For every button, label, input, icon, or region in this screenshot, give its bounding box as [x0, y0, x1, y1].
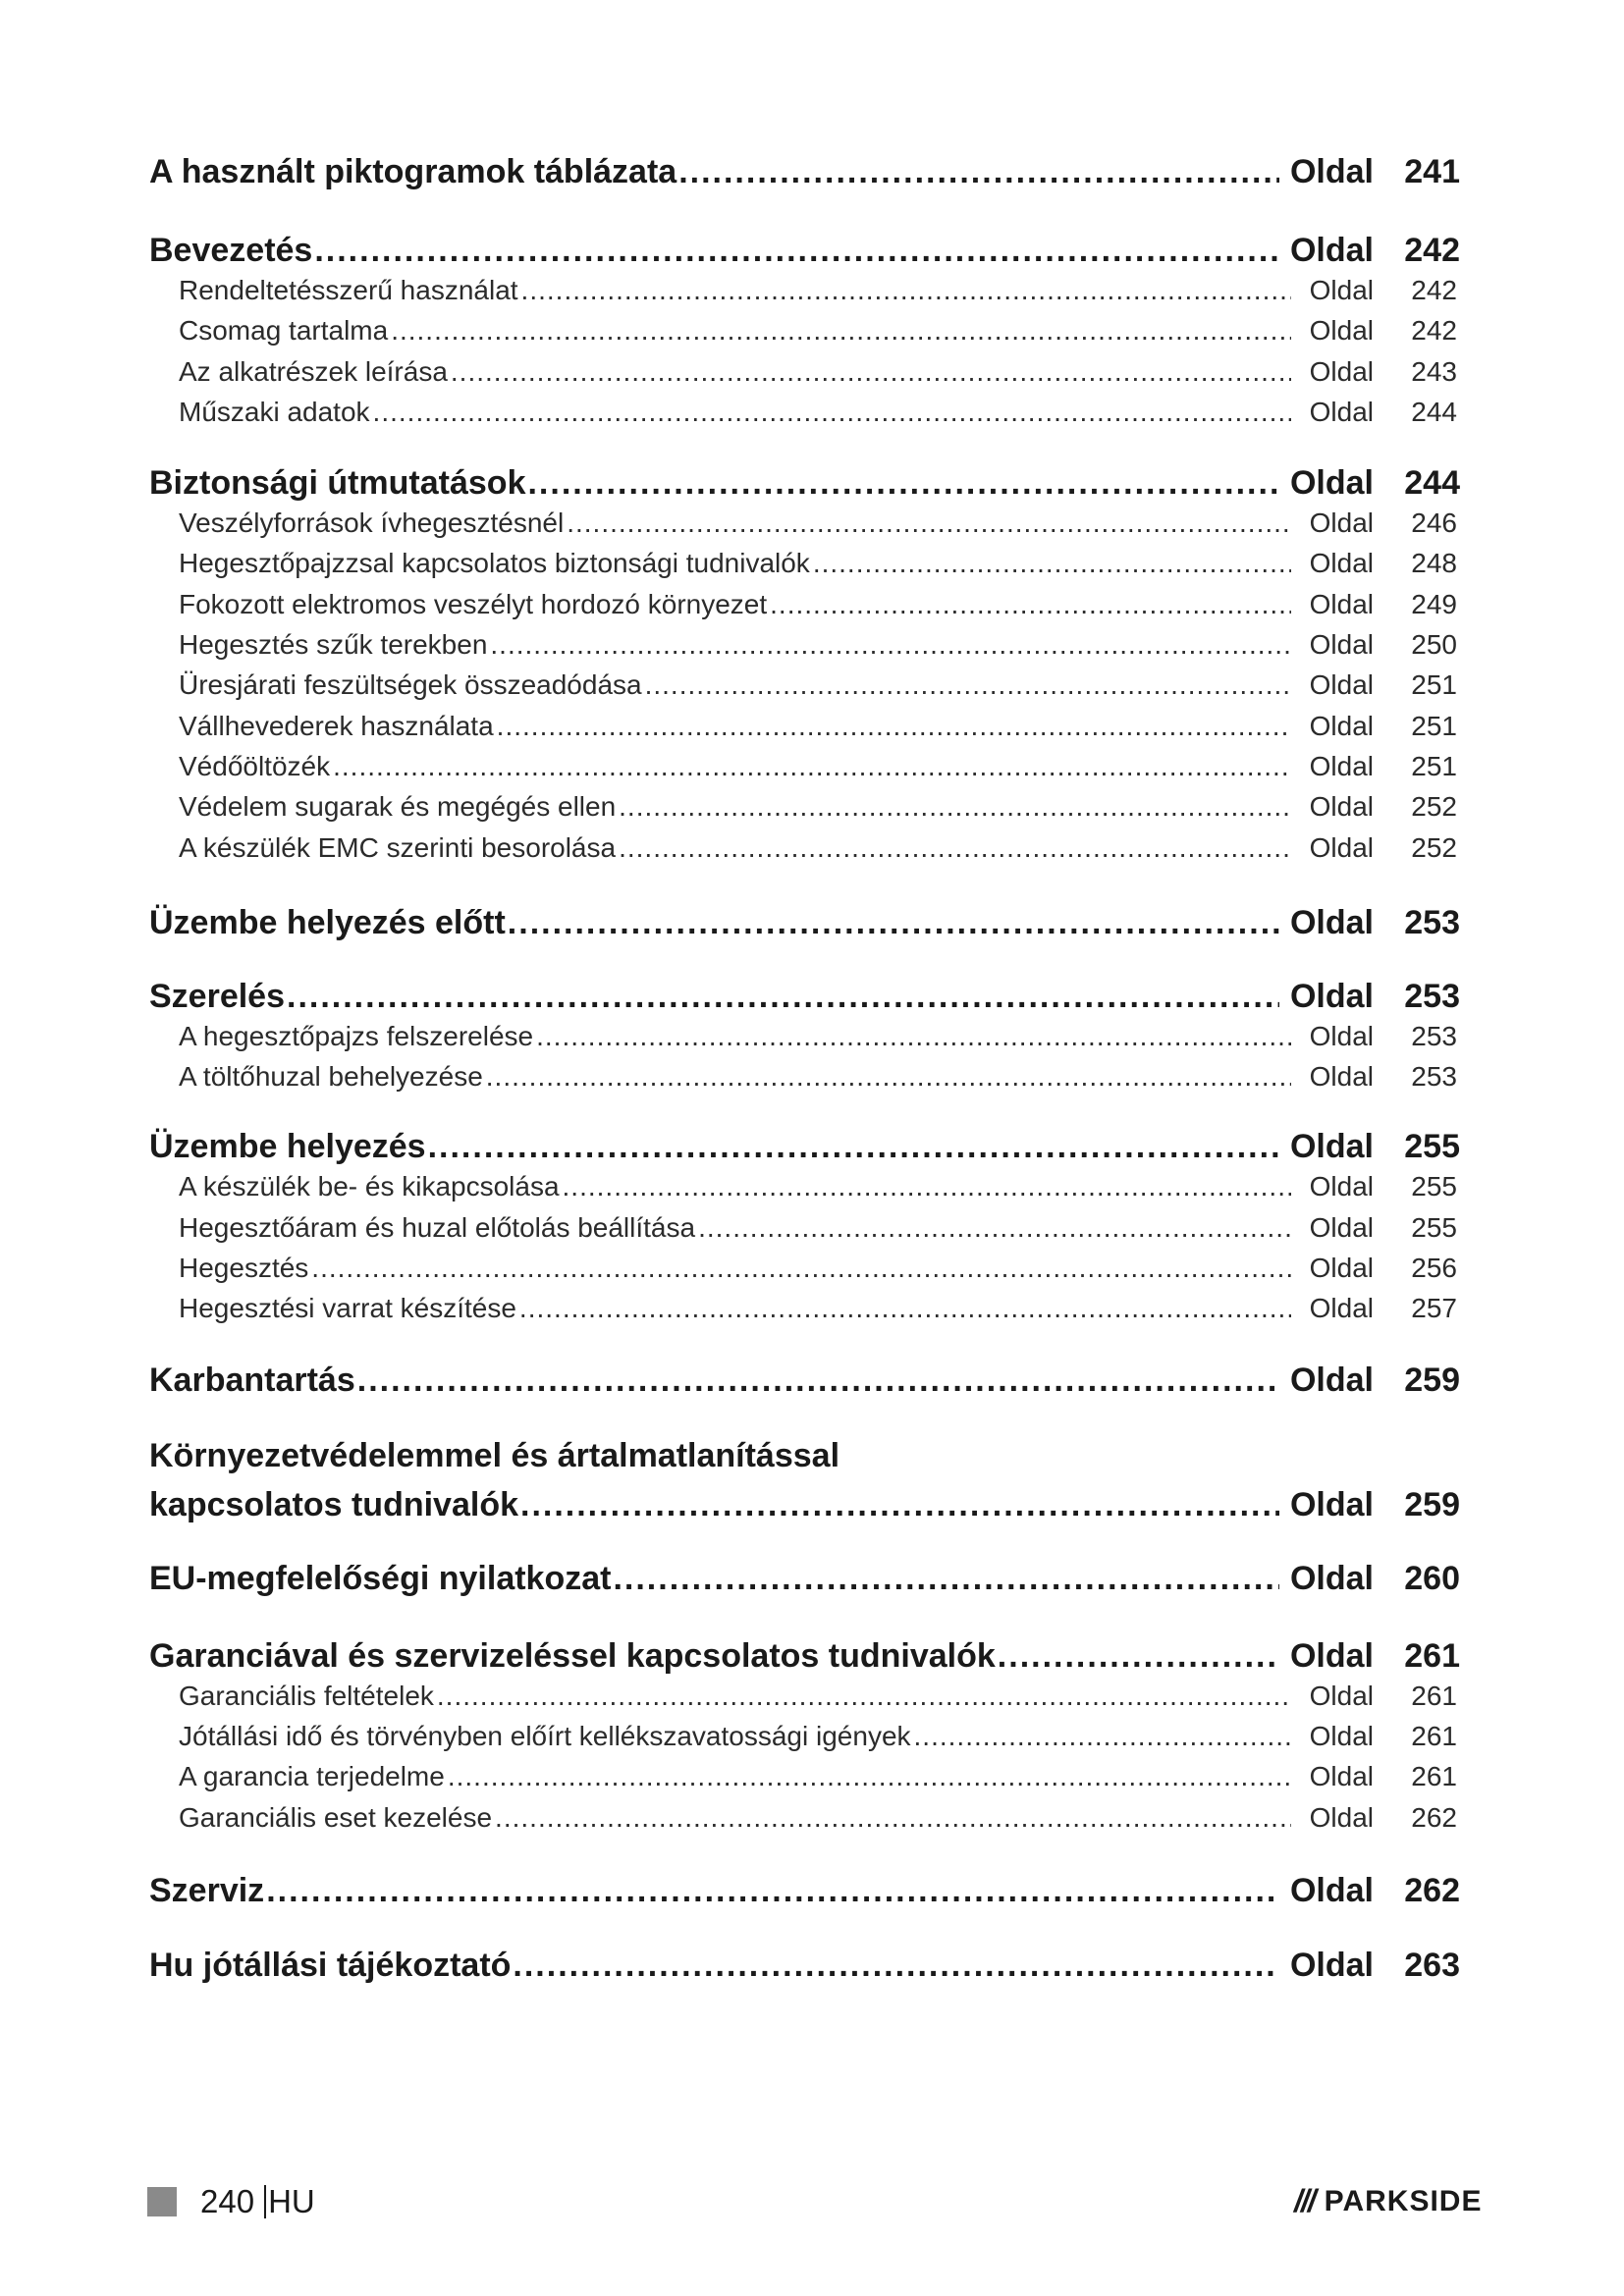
- toc-section[interactable]: [149, 232, 1460, 275]
- toc-entry-title: A hegesztőpajzs felszerelése: [179, 1020, 534, 1051]
- dot-leader: [567, 507, 1291, 539]
- toc-section[interactable]: [149, 153, 1460, 196]
- page-number: 250: [1411, 629, 1457, 661]
- dot-leader: [521, 275, 1291, 306]
- toc-section-title: A használt piktogramok táblázata: [149, 153, 677, 190]
- toc-entry[interactable]: [149, 1681, 1460, 1721]
- toc-entry[interactable]: [149, 1171, 1460, 1211]
- dot-leader: [497, 711, 1291, 742]
- page-label: Oldal: [1309, 1171, 1374, 1202]
- toc-entry[interactable]: [149, 315, 1460, 355]
- toc-entry-title: Jótállási idő és törvényben előírt kellékszavatossági igények: [179, 1720, 911, 1751]
- toc-section-title: Hu jótállási tájékoztató: [149, 1946, 512, 1984]
- dot-leader: [333, 751, 1291, 782]
- page-number: 261: [1411, 1680, 1457, 1711]
- toc-entry[interactable]: [149, 1061, 1460, 1101]
- toc-section[interactable]: [149, 1128, 1460, 1171]
- page-number: 261: [1411, 1761, 1457, 1792]
- page-number: 259: [1404, 1485, 1460, 1523]
- toc-entry-title: A készülék be- és kikapcsolása: [179, 1171, 560, 1202]
- page-label: Oldal: [1309, 507, 1374, 539]
- page-label: Oldal: [1309, 315, 1374, 347]
- page-number: 255: [1411, 1171, 1457, 1202]
- toc-entry[interactable]: [149, 791, 1460, 831]
- dot-leader: [357, 1362, 1279, 1400]
- toc-section-title: Üzembe helyezés: [149, 1128, 426, 1166]
- page-number: 263: [1404, 1946, 1460, 1984]
- toc-entry-title: Védelem sugarak és megégés ellen: [179, 791, 617, 823]
- toc-entry[interactable]: [149, 669, 1460, 710]
- toc-entry-title: Hegesztőpajzzsal kapcsolatos biztonsági tudnivalók: [179, 548, 810, 579]
- page-number: 242: [1404, 232, 1460, 269]
- toc-section[interactable]: [149, 978, 1460, 1021]
- page-label: Oldal: [1309, 831, 1374, 863]
- toc-section[interactable]: [149, 1486, 1460, 1529]
- toc-entry[interactable]: [149, 1761, 1460, 1801]
- page-label: Oldal: [1309, 1801, 1374, 1833]
- page-label: Oldal: [1289, 1361, 1374, 1399]
- page-label: Oldal: [1309, 1293, 1374, 1324]
- dot-leader: [619, 832, 1291, 864]
- toc-section-title: Karbantartás: [149, 1361, 355, 1399]
- toc-section-title: Biztonsági útmutatások: [149, 464, 526, 503]
- page-number: 251: [1411, 750, 1457, 781]
- page-label: Oldal: [1289, 1128, 1374, 1166]
- page-number: 244: [1404, 464, 1460, 503]
- toc-section-title: kapcsolatos tudnivalók: [149, 1485, 518, 1523]
- page-number: 260: [1404, 1559, 1460, 1597]
- page-label: Oldal: [1309, 629, 1374, 661]
- dot-leader: [698, 1212, 1291, 1244]
- dot-leader: [519, 1293, 1291, 1324]
- page-number: 262: [1404, 1871, 1460, 1909]
- dot-leader: [437, 1681, 1291, 1712]
- dot-leader: [266, 1872, 1279, 1910]
- table-of-contents: [149, 147, 1460, 1990]
- dot-leader: [513, 1947, 1279, 1985]
- toc-entry-title: Rendeltetésszerű használat: [179, 275, 518, 305]
- dot-leader: [770, 589, 1291, 620]
- page-label: Oldal: [1309, 710, 1374, 741]
- dot-leader: [495, 1802, 1291, 1834]
- page-label: Oldal: [1309, 355, 1374, 387]
- page-label: Oldal: [1289, 1871, 1374, 1909]
- page-label: Oldal: [1309, 396, 1374, 427]
- toc-entry-title: A töltőhuzal behelyezése: [179, 1061, 483, 1093]
- page-label: Oldal: [1289, 977, 1374, 1015]
- page-number: 252: [1411, 831, 1457, 863]
- toc-entry[interactable]: [149, 1212, 1460, 1253]
- page-number: 253: [1411, 1020, 1457, 1051]
- toc-entry[interactable]: [149, 1021, 1460, 1061]
- dot-leader: [613, 1560, 1279, 1598]
- toc-section-title: Szerviz: [149, 1871, 265, 1909]
- toc-entry[interactable]: [149, 548, 1460, 588]
- toc-entry-title: Hegesztőáram és huzal előtolás beállítása: [179, 1211, 696, 1243]
- toc-entry[interactable]: [149, 751, 1460, 791]
- page-number: 241: [1404, 153, 1460, 190]
- page-number: 251: [1411, 669, 1457, 701]
- dot-leader: [527, 464, 1279, 503]
- dot-leader: [914, 1721, 1291, 1752]
- toc-entry[interactable]: [149, 832, 1460, 873]
- dot-leader: [508, 904, 1279, 942]
- page-label: Oldal: [1289, 1485, 1374, 1523]
- page-label: Oldal: [1309, 1211, 1374, 1243]
- dot-leader: [428, 1128, 1279, 1166]
- page-number: 249: [1411, 588, 1457, 619]
- page-number: 244: [1411, 396, 1457, 427]
- page-label: Oldal: [1309, 1253, 1374, 1284]
- page-number: 256: [1411, 1253, 1457, 1284]
- page-footer: [147, 2183, 315, 2220]
- toc-section-title: EU-megfelelőségi nyilatkozat: [149, 1559, 612, 1597]
- page-number: 255: [1404, 1128, 1460, 1166]
- page-label: Oldal: [1309, 750, 1374, 781]
- footer-divider: [264, 2185, 266, 2218]
- footer-square-icon: [147, 2187, 177, 2216]
- page-label: Oldal: [1309, 1720, 1374, 1751]
- toc-entry[interactable]: [149, 397, 1460, 437]
- toc-section[interactable]: [149, 1637, 1460, 1681]
- dot-leader: [536, 1021, 1291, 1052]
- dot-leader: [314, 232, 1279, 270]
- toc-entry-title: Hegesztés: [179, 1253, 309, 1284]
- page-label: Oldal: [1309, 669, 1374, 701]
- dot-leader: [486, 1061, 1291, 1093]
- page-label: Oldal: [1309, 1761, 1374, 1792]
- toc-entry[interactable]: [149, 507, 1460, 548]
- toc-entry-title: Fokozott elektromos veszélyt hordozó környezet: [179, 588, 768, 619]
- page-label: Oldal: [1289, 903, 1374, 941]
- dot-leader: [645, 669, 1291, 701]
- dot-leader: [490, 629, 1291, 661]
- dot-leader: [373, 397, 1291, 428]
- toc-section-title: Üzembe helyezés előtt: [149, 903, 506, 941]
- toc-entry[interactable]: [149, 1802, 1460, 1842]
- page-number: 248: [1411, 548, 1457, 579]
- toc-entry[interactable]: [149, 1293, 1460, 1333]
- page-label: Oldal: [1289, 1559, 1374, 1597]
- toc-entry-title: Csomag tartalma: [179, 315, 389, 347]
- toc-entry-title: Műszaki adatok: [179, 396, 370, 427]
- dot-leader: [678, 153, 1279, 191]
- page-label: Oldal: [1289, 1636, 1374, 1675]
- toc-section-title-line1[interactable]: Környezetvédelemmel és ártalmatlanítással: [149, 1436, 840, 1474]
- toc-entry[interactable]: [149, 275, 1460, 315]
- toc-entry[interactable]: [149, 356, 1460, 397]
- toc-entry-title: Hegesztési varrat készítése: [179, 1293, 516, 1324]
- toc-entry[interactable]: [149, 629, 1460, 669]
- dot-leader: [619, 791, 1291, 823]
- page-number: 246: [1411, 507, 1457, 539]
- toc-entry-title: Vállhevederek használata: [179, 710, 494, 741]
- toc-section[interactable]: [149, 1362, 1460, 1405]
- toc-entry[interactable]: [149, 1253, 1460, 1293]
- page-number: 253: [1404, 903, 1460, 941]
- page-number: 253: [1404, 977, 1460, 1015]
- page-number: 255: [1411, 1211, 1457, 1243]
- page-label: Oldal: [1309, 548, 1374, 579]
- toc-section[interactable]: [149, 1872, 1460, 1915]
- toc-section-title: Szerelés: [149, 977, 285, 1015]
- dot-leader: [520, 1486, 1279, 1524]
- page-number: 262: [1411, 1801, 1457, 1833]
- page-number: 243: [1411, 355, 1457, 387]
- toc-entry[interactable]: [149, 1721, 1460, 1761]
- toc-entry-title: A készülék EMC szerinti besorolása: [179, 831, 617, 863]
- page-number: 261: [1411, 1720, 1457, 1751]
- page-number: 252: [1411, 791, 1457, 823]
- page-label: Oldal: [1289, 232, 1374, 269]
- toc-section[interactable]: [149, 1947, 1460, 1990]
- brand-logo: [1294, 2183, 1482, 2219]
- page-number: 259: [1404, 1361, 1460, 1399]
- dot-leader: [813, 548, 1291, 579]
- page-label: Oldal: [1309, 1020, 1374, 1051]
- footer-language: HU: [268, 2183, 315, 2219]
- page-label: Oldal: [1309, 1680, 1374, 1711]
- toc-section-title: Bevezetés: [149, 232, 313, 269]
- toc-entry-title: Üresjárati feszültségek összeadódása: [179, 669, 642, 701]
- brand-slashes-icon: ///: [1294, 2183, 1315, 2218]
- toc-entry-title: Garanciális eset kezelése: [179, 1801, 493, 1833]
- toc-entry-title: Hegesztés szűk terekben: [179, 629, 488, 661]
- page-label: Oldal: [1309, 1061, 1374, 1093]
- dot-leader: [563, 1171, 1291, 1202]
- page-number: 242: [1411, 275, 1457, 305]
- page-label: Oldal: [1309, 275, 1374, 305]
- toc-section[interactable]: [149, 904, 1460, 947]
- page-number: 261: [1404, 1636, 1460, 1675]
- page-label: Oldal: [1289, 464, 1374, 503]
- toc-section[interactable]: [149, 464, 1460, 507]
- page-label: Oldal: [1309, 588, 1374, 619]
- page-label: Oldal: [1309, 791, 1374, 823]
- footer-page-number: 240: [200, 2183, 255, 2219]
- page-label: Oldal: [1289, 153, 1374, 190]
- toc-entry-title: Garanciális feltételek: [179, 1680, 434, 1711]
- page-number: 257: [1411, 1293, 1457, 1324]
- toc-entry[interactable]: [149, 589, 1460, 629]
- toc-section-title: Garanciával és szervizeléssel kapcsolatos tudnivalók: [149, 1636, 996, 1675]
- dot-leader: [287, 978, 1279, 1016]
- page-number: 242: [1411, 315, 1457, 347]
- toc-entry-title: A garancia terjedelme: [179, 1761, 445, 1792]
- toc-entry[interactable]: [149, 711, 1460, 751]
- page-label: Oldal: [1289, 1946, 1374, 1984]
- dot-leader: [451, 356, 1291, 388]
- page-number: 253: [1411, 1061, 1457, 1093]
- toc-entry-title: Az alkatrészek leírása: [179, 355, 448, 387]
- brand-name: PARKSIDE: [1324, 2184, 1483, 2217]
- toc-section[interactable]: [149, 1560, 1460, 1603]
- dot-leader: [998, 1637, 1279, 1676]
- toc-entry-title: Veszélyforrások ívhegesztésnél: [179, 507, 565, 539]
- dot-leader: [391, 315, 1291, 347]
- dot-leader: [448, 1761, 1291, 1792]
- page-number: 251: [1411, 710, 1457, 741]
- toc-entry-title: Védőöltözék: [179, 750, 331, 781]
- dot-leader: [311, 1253, 1291, 1284]
